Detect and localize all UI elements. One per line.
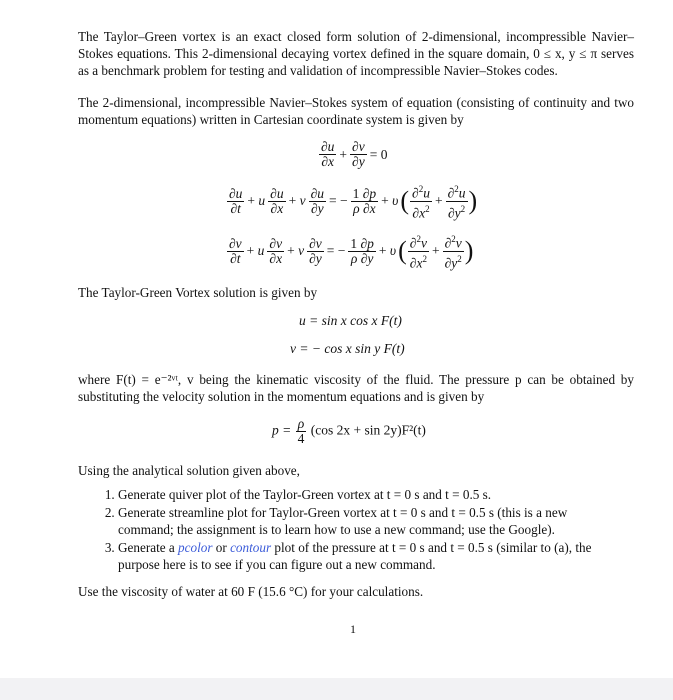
task-list <box>96 486 616 574</box>
task-intro: Using the analytical solution given above, <box>78 463 300 478</box>
task-item-1: 1. Generate quiver plot of the Taylor-Green vortex at t = 0 s and t = 0.5 s. <box>118 486 616 503</box>
continuity-equation: $\frac{\partial u}{\partial x}$ + $\frac{\partial v}{\partial y}$ = 0 <box>321 139 388 169</box>
solution-heading: The Taylor-Green Vortex solution is given by <box>78 285 318 300</box>
page-number: 1 <box>350 622 356 636</box>
task-item-3: 3. Generate a pcolor or contour plot of the pressure at t = 0 s and t = 0.5 s (similar to (a), the purpose here is to see if you can figure out a new command. <box>118 539 616 573</box>
u-solution-equation: u = sin x cos x F(t) <box>299 313 402 328</box>
pressure-equation: p = $\frac{\rho}{4}$ (cos 2x + sin 2y)F²(t) <box>272 416 426 446</box>
contour-keyword: contour <box>230 540 272 555</box>
bottom-strip <box>0 678 673 700</box>
viscosity-note: Use the viscosity of water at 60 F (15.6 °C) for your calculations. <box>78 584 424 599</box>
pressure-lhs: p = <box>272 422 292 438</box>
intro-paragraph: The Taylor–Green vortex is an exact closed form solution of 2-dimensional, incompressible Navier–Stokes equations. This 2-dimensional decaying vortex defined in the square domain, 0 ≤ x, y ≤ π serves as a benchmark problem for testing and validation of incompressible Navier–Stokes codes. <box>78 29 634 78</box>
pressure-rhs: (cos 2x + sin 2y)F²(t) <box>310 422 426 438</box>
task-item-2: 2. Generate streamline plot for Taylor-Green vortex at t = 0 s and t = 0.5 s (this is a new command; the assignment is to learn how to use a new command; use the Google). <box>118 504 616 538</box>
pcolor-keyword: pcolor <box>178 540 213 555</box>
system-paragraph: The 2-dimensional, incompressible Navier–Stokes system of equation (consisting of continuity and two momentum equations) written in Cartesian coordinate system is given by <box>78 95 634 127</box>
v-solution-equation: v = − cos x sin y F(t) <box>290 341 405 356</box>
where-paragraph: where F(t) = e⁻²ᵛᵗ, v being the kinematic viscosity of the fluid. The pressure p can be obtained by substituting the velocity solution in the momentum equations and is given by <box>78 372 634 404</box>
x-momentum-equation: $\frac{\partial u}{\partial t}$ + u $\frac{\partial u}{\partial x}$ + v $\frac{\partial u}{\partial y}$ = − $\frac{1 \partial p}{\rho \partial x}$ + υ( $\frac{\partial^2u}{\partial x^2}$ + $\frac{\partial^2u}{\partial y^2}$ ) <box>229 184 478 220</box>
y-momentum-equation: $\frac{\partial v}{\partial t}$ + u $\frac{\partial v}{\partial x}$ + v $\frac{\partial v}{\partial y}$ = − $\frac{1 \partial p}{\rho \partial y}$ + υ( $\frac{\partial^2v}{\partial x^2}$ + $\frac{\partial^2v}{\partial y^2}$ ) <box>229 234 474 270</box>
